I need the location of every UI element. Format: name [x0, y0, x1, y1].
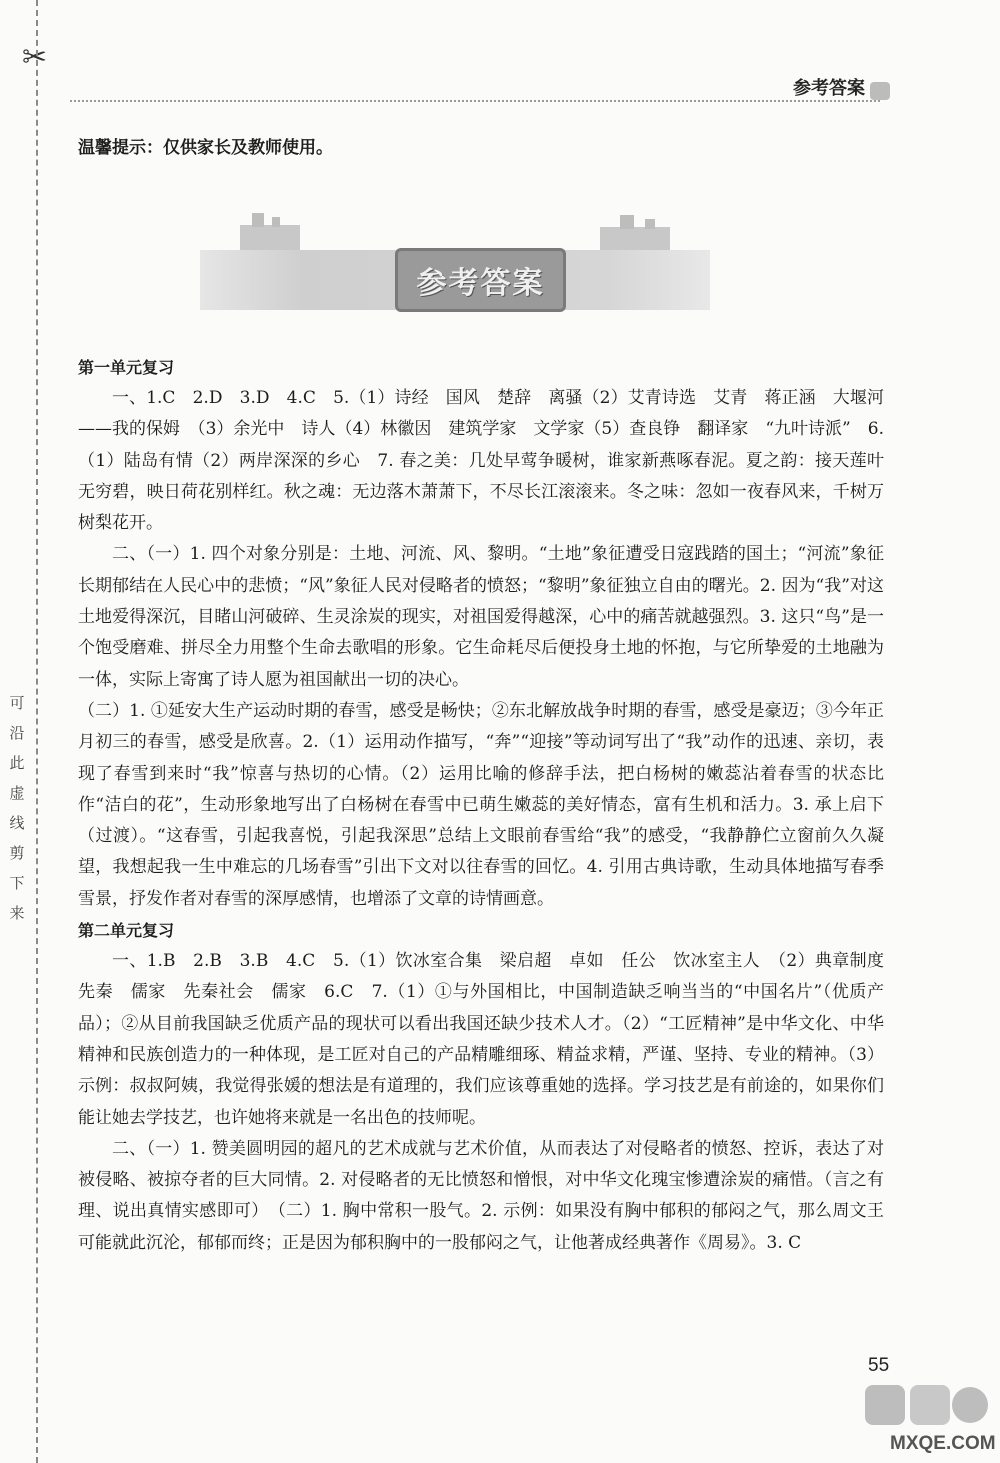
header-divider	[70, 100, 880, 102]
cut-hint-char: 沿	[9, 724, 25, 742]
banner-plate	[395, 248, 566, 312]
notice-text: 温馨提示：仅供家长及教师使用。	[78, 138, 333, 158]
page-number: 55	[868, 1355, 890, 1376]
answer-paragraph: （二）1. ①延安大生产运动时期的春雪，感受是畅快；②东北解放战争时期的春雪，感受是豪迈；③今年正月初三的春雪，感受是欣喜。2.（1）运用动作描写，“奔”“迎接”等动词写出了“我”动作的迅速、亲切，表现了春雪到来时“我”惊喜与热切的心情。（2）运用比喻的修辞手法，把白杨树的嫩蕊沾着春雪的状态比作“洁白的花”，生动形象地写出了白杨树在春雪中已萌生嫩蕊的美好情态，富有生机和活力。3. 承上启下（过渡）。“这春雪，引起我喜悦，引起我深思”总结上文眼前春雪给“我”的感受，“我静静伫立窗前久久凝望，我想起我一生中难忘的几场春雪”引出下文对以往春雪的回忆。4. 引用古典诗歌，生动具体地描写春季雪景，抒发作者对春雪的深厚感情，也增添了文章的诗情画意。	[78, 700, 884, 909]
watermark-text: MXQE.COM	[890, 1433, 996, 1454]
scissors-icon: ✂	[22, 40, 48, 75]
section-title: 第一单元复习	[78, 358, 175, 377]
cut-hint-char: 可	[9, 694, 25, 712]
answer-paragraph: 一、1.C 2.D 3.D 4.C 5.（1）诗经 国风 楚辞 离骚（2）艾青诗选 艾青 蒋正涵 大堰河——我的保姆 （3）余光中 诗人（4）林徽因 建筑学家 文学家（5）查良铮 翻译家 “九叶诗派” 6.（1）陆岛有情（2）两岸深深的乡心 7. 春之美：几处早莺争暖树，谁家新燕啄春泥。夏之韵：接天莲叶无穷碧，映日荷花别样红。秋之魂：无边落木萧萧下，不尽长江滚滚来。冬之味：忽如一夜春风来，千树万树梨花开。	[78, 388, 884, 534]
answer-paragraph: 二、（一）1. 赞美圆明园的超凡的艺术成就与艺术价值，从而表达了对侵略者的愤怒、控诉，表达了对被侵略、被掠夺者的巨大同情。2. 对侵略者的无比愤怒和憎恨，对中华文化瑰宝惨遭涂炭的痛惜。（言之有理、说出真情实感即可） （二）1. 胸中常积一股气。2. 示例：如果没有胸中郁积的郁闷之气，那么周文王可能就此沉沦，郁郁而终；正是因为郁积胸中的一股郁闷之气，让他著成经典著作《周易》。3. C	[78, 1138, 884, 1253]
answer-paragraph: 二、（一）1. 四个对象分别是：土地、河流、风、黎明。“土地”象征遭受日寇践踏的国土；“河流”象征长期郁结在人民心中的悲愤；“风”象征人民对侵略者的愤怒；“黎明”象征独立自由的曙光。2. 因为“我”对这土地爱得深沉，目睹山河破碎、生灵涂炭的现实，对祖国爱得越深，心中的痛苦就越强烈。3. 这只“鸟”是一个饱受磨难、拼尽全力用整个生命去歌唱的形象。它生命耗尽后便投身土地的怀抱，与它所挚爱的土地融为一体，实际上寄寓了诗人愿为祖国献出一切的决心。	[78, 544, 884, 690]
banner-title: 参考答案	[416, 266, 545, 301]
cut-hint-char: 下	[9, 874, 25, 892]
header-emblem-icon	[870, 82, 890, 100]
answer-content	[78, 352, 901, 1259]
answer-paragraph: 一、1.B 2.B 3.B 4.C 5.（1）饮冰室合集 梁启超 卓如 任公 饮冰室主人 （2）典章制度 先秦 儒家 先秦社会 儒家 6.C 7.（1）①与外国相比，中国制造缺乏响当当的“中国名片”（优质产品）；②从目前我国缺乏优质产品的现状可以看出我国还缺少技术人才。（2）“工匠精神”是中华文化、中华精神和民族创造力的一种体现，是工匠对自己的产品精雕细琢、精益求精，严谨、坚持、专业的精神。（3）示例：叔叔阿姨，我觉得张媛的想法是有道理的，我们应该尊重她的选择。学习技艺是有前途的，如果你们能让她去学技艺，也许她将来就是一名出色的技师呢。	[78, 951, 901, 1128]
cut-hint-char: 虚	[9, 784, 25, 802]
cut-hint-char: 此	[9, 754, 25, 772]
cut-hint-char: 来	[9, 904, 25, 922]
cut-hint	[4, 695, 30, 921]
header-title: 参考答案	[793, 78, 865, 99]
cut-line	[36, 0, 38, 1463]
answer-banner	[200, 205, 710, 320]
section-title: 第二单元复习	[78, 921, 175, 941]
cut-hint-char: 线	[9, 814, 25, 832]
cut-hint-char: 剪	[9, 844, 25, 862]
